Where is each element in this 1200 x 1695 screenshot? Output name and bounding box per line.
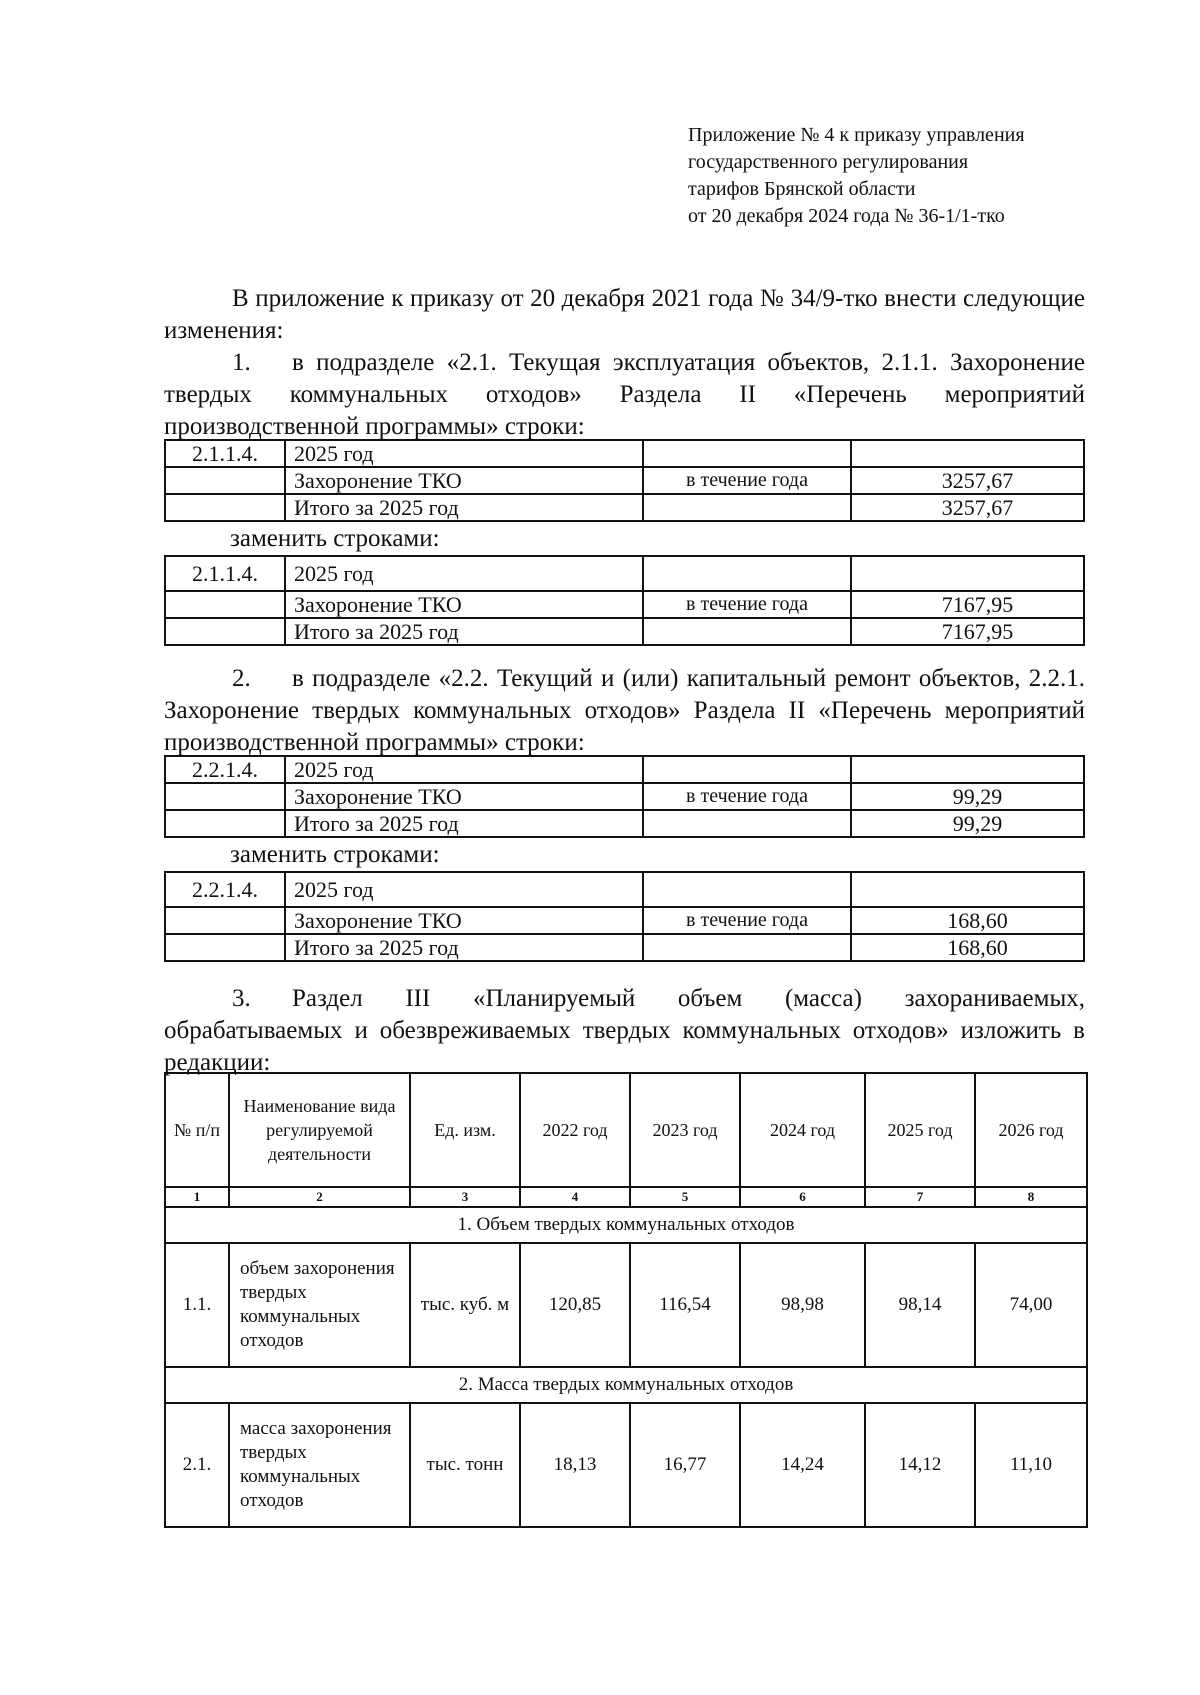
table-row xyxy=(165,618,1084,645)
row-code: 2.1.1.4. xyxy=(165,440,285,467)
table-index-row xyxy=(165,1187,1087,1207)
table-row xyxy=(165,783,1084,810)
section-row xyxy=(165,1207,1087,1243)
item-3-number: 3. xyxy=(232,985,251,1012)
item-1-number: 1. xyxy=(232,349,251,376)
item-3-text: Раздел III «Планируемый объем (масса) захораниваемых, обрабатываемых и обезвреживаемых твердых коммунальных отходов» изложить в редакции: xyxy=(164,985,1085,1076)
row-total-value: 7167,95 xyxy=(941,619,1014,644)
row-code: 2.1.1.4. xyxy=(165,556,285,591)
row-unit: тыс. куб. м xyxy=(410,1243,520,1367)
row-total-value: 168,60 xyxy=(947,935,1008,960)
index-cell: 8 xyxy=(975,1187,1087,1207)
appendix-line-3: тарифов Брянской области xyxy=(688,178,916,200)
row-period: в течение года xyxy=(643,907,851,934)
row-value-2025: 14,12 xyxy=(865,1403,975,1527)
row-year: 2025 год xyxy=(285,556,643,591)
row-code: 2.2.1.4. xyxy=(165,756,285,783)
row-num: 2.1. xyxy=(165,1403,229,1527)
row-value-2024: 98,98 xyxy=(740,1243,865,1367)
row-year: 2025 год xyxy=(285,756,643,783)
row-num: 1.1. xyxy=(165,1243,229,1367)
header-2023: 2023 год xyxy=(630,1073,740,1187)
row-value: 7167,95 xyxy=(941,592,1014,617)
row-year: 2025 год xyxy=(285,872,643,907)
intro-text: В приложение к приказу от 20 декабря 2021 года № 34/9-тко внести следующие изменения: xyxy=(164,285,1085,344)
row-total-label: Итого за 2025 год xyxy=(285,494,643,521)
table-row xyxy=(165,494,1084,521)
header-num: № п/п xyxy=(165,1073,229,1187)
table-header-row xyxy=(165,1073,1087,1187)
header-unit: Ед. изм. xyxy=(410,1073,520,1187)
row-value-2023: 116,54 xyxy=(630,1243,740,1367)
row-total-value: 99,29 xyxy=(952,811,1003,836)
table-row xyxy=(165,591,1084,618)
section-2-title: 2. Масса твердых коммунальных отходов xyxy=(165,1367,1087,1403)
row-value-2023: 16,77 xyxy=(630,1403,740,1527)
item-2-text: в подразделе «2.2. Текущий и (или) капитальный ремонт объектов, 2.2.1. Захоронение твердых коммунальных отходов» Раздела II «Перечень мероприятий производственной программы» строки: xyxy=(164,665,1085,756)
row-unit: тыс. тонн xyxy=(410,1403,520,1527)
index-cell: 7 xyxy=(865,1187,975,1207)
header-2025: 2025 год xyxy=(865,1073,975,1187)
row-value-2026: 74,00 xyxy=(975,1243,1087,1367)
table-1-old xyxy=(164,439,1085,522)
row-name: Захоронение ТКО xyxy=(285,591,643,618)
index-cell: 3 xyxy=(410,1187,520,1207)
table-row xyxy=(165,810,1084,837)
item-1-text: в подразделе «2.1. Текущая эксплуатация объектов, 2.1.1. Захоронение твердых коммунальных отходов» Раздела II «Перечень мероприятий производственной программы» строки: xyxy=(164,349,1085,440)
row-total-label: Итого за 2025 год xyxy=(285,810,643,837)
item-2-number: 2. xyxy=(232,665,251,692)
row-value-2022: 18,13 xyxy=(520,1403,630,1527)
volume-table xyxy=(164,1072,1088,1528)
row-code: 2.2.1.4. xyxy=(165,872,285,907)
index-cell: 1 xyxy=(165,1187,229,1207)
header-2024: 2024 год xyxy=(740,1073,865,1187)
row-value-2025: 98,14 xyxy=(865,1243,975,1367)
table-row xyxy=(165,440,1084,467)
table-row xyxy=(165,934,1084,961)
section-row xyxy=(165,1367,1087,1403)
row-activity: объем захоронения твердых коммунальных отходов xyxy=(229,1243,410,1367)
table-row xyxy=(165,756,1084,783)
row-period: в течение года xyxy=(643,591,851,618)
table-row xyxy=(165,556,1084,591)
intro-paragraph xyxy=(164,283,1085,347)
table-1-new xyxy=(164,555,1085,646)
row-name: Захоронение ТКО xyxy=(285,783,643,810)
table-row xyxy=(165,1403,1087,1527)
replace-label-2: заменить строками: xyxy=(230,841,440,868)
appendix-line-2: государственного регулирования xyxy=(688,151,969,173)
table-2-new xyxy=(164,871,1085,962)
row-total-value: 3257,67 xyxy=(941,495,1014,520)
row-total-label: Итого за 2025 год xyxy=(285,618,643,645)
row-value: 99,29 xyxy=(952,784,1003,809)
table-row xyxy=(165,872,1084,907)
row-year: 2025 год xyxy=(285,440,643,467)
header-2026: 2026 год xyxy=(975,1073,1087,1187)
section-1-title: 1. Объем твердых коммунальных отходов xyxy=(165,1207,1087,1243)
row-value-2026: 11,10 xyxy=(975,1403,1087,1527)
replace-label-1: заменить строками: xyxy=(230,525,440,552)
appendix-line-1: Приложение № 4 к приказу управления xyxy=(688,124,1025,146)
index-cell: 4 xyxy=(520,1187,630,1207)
row-value: 168,60 xyxy=(947,908,1008,933)
table-row xyxy=(165,467,1084,494)
row-value-2024: 14,24 xyxy=(740,1403,865,1527)
row-name: Захоронение ТКО xyxy=(285,467,643,494)
item-3-paragraph xyxy=(164,983,1085,1079)
table-row xyxy=(165,907,1084,934)
item-2-paragraph xyxy=(164,663,1085,759)
row-value: 3257,67 xyxy=(941,468,1014,493)
row-period: в течение года xyxy=(643,783,851,810)
row-activity: масса захоронения твердых коммунальных отходов xyxy=(229,1403,410,1527)
row-total-label: Итого за 2025 год xyxy=(285,934,643,961)
index-cell: 5 xyxy=(630,1187,740,1207)
index-cell: 2 xyxy=(229,1187,410,1207)
row-period: в течение года xyxy=(643,467,851,494)
item-1-paragraph xyxy=(164,347,1085,443)
row-value-2022: 120,85 xyxy=(520,1243,630,1367)
header-activity: Наименование вида регулируемой деятельности xyxy=(229,1073,410,1187)
row-name: Захоронение ТКО xyxy=(285,907,643,934)
table-row xyxy=(165,1243,1087,1367)
appendix-header xyxy=(688,122,1108,230)
header-2022: 2022 год xyxy=(520,1073,630,1187)
appendix-line-4: от 20 декабря 2024 года № 36-1/1-тко xyxy=(688,205,1005,227)
index-cell: 6 xyxy=(740,1187,865,1207)
table-2-old xyxy=(164,755,1085,838)
